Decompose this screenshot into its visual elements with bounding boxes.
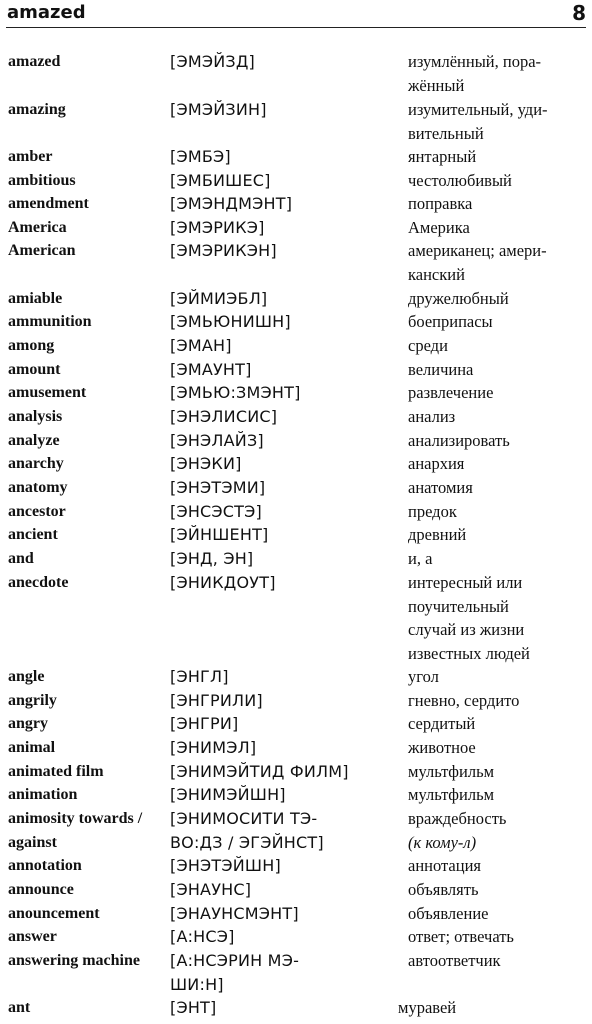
running-headword: amazed xyxy=(7,2,86,23)
entry-translation: аннотация xyxy=(408,856,482,875)
entry-word: animosity towards / against xyxy=(8,810,143,851)
entry-translation: древний xyxy=(408,525,467,544)
entry-transcription: [ЭНИМЭЙТИД ФИЛМ] xyxy=(170,762,349,781)
entry-transcription: [ЭМЭНДМЭНТ] xyxy=(170,194,293,213)
entry-transcription: [ЭМЬЮ:ЗМЭНТ] xyxy=(170,383,301,402)
entry-word: ant xyxy=(8,999,31,1016)
entry-word: angry xyxy=(8,715,48,732)
entry-translation: мультфильм xyxy=(408,785,495,804)
entry-translation: анатомия xyxy=(408,478,473,497)
entry-translation: животное xyxy=(408,738,476,757)
entry-word: animated film xyxy=(8,763,104,780)
entry-word: and xyxy=(8,550,34,567)
entry-word: analyze xyxy=(8,432,60,449)
entry-word: American xyxy=(8,242,76,259)
entry-word: annotation xyxy=(8,857,82,874)
entry-word: amendment xyxy=(8,195,89,212)
entry-translation: дружелюбный xyxy=(408,289,509,308)
entry-word: ammunition xyxy=(8,313,92,330)
entry-transcription: [ЭНГЛ] xyxy=(170,667,229,686)
entry-translation: объявлять xyxy=(408,880,479,899)
entry-word: among xyxy=(8,337,55,354)
entry-word: animation xyxy=(8,786,78,803)
entry-translation: муравей xyxy=(398,998,457,1017)
entry-transcription: [ЭНЭТЭЙШН] xyxy=(170,856,281,875)
entry-translation: Америка xyxy=(408,218,470,237)
entry-translation: честолюбивый xyxy=(408,171,512,190)
entry-translation xyxy=(408,807,588,854)
entry-translation: сердитый xyxy=(408,714,476,733)
entry-word: amazed xyxy=(8,53,61,70)
entry-transcription: [ЭНЭЛАЙЗ] xyxy=(170,431,264,450)
entry-transcription: [ЭМЬЮНИШН] xyxy=(170,312,291,331)
entry-translation: интересный или поучительный случай из жизни известных людей xyxy=(408,573,530,663)
entry-transcription: [ЭМАУНТ] xyxy=(170,360,252,379)
entry-word: answer xyxy=(8,928,57,945)
entry-word: ambitious xyxy=(8,172,76,189)
entry-translation: янтарный xyxy=(408,147,477,166)
entry-word: ancestor xyxy=(8,503,66,520)
entry-transcription: [ЭМАН] xyxy=(170,336,232,355)
entry-word: analysis xyxy=(8,408,63,425)
entry-translation: боеприпасы xyxy=(408,312,493,331)
entry-transcription: [ЭНСЭСТЭ] xyxy=(170,502,262,521)
entry-word: animal xyxy=(8,739,56,756)
entry-transcription: [ЭНД, ЭН] xyxy=(170,549,254,568)
entry-word: amount xyxy=(8,361,61,378)
header-divider xyxy=(6,27,586,28)
page-number: 8 xyxy=(572,1,586,25)
entry-transcription: [ЭМЭРИКЭН] xyxy=(170,241,277,260)
entry-transcription: [А:НСЭ] xyxy=(170,927,235,946)
entry-translation: величина xyxy=(408,360,474,379)
entry-transcription: [ЭНГРИ] xyxy=(170,714,239,733)
entry-transcription: [ЭНТ] xyxy=(170,998,217,1017)
entry-word: amber xyxy=(8,148,53,165)
entry-transcription: [ЭМЭРИКЭ] xyxy=(170,218,265,237)
entry-transcription: [ЭНЭКИ] xyxy=(170,454,242,473)
entry-transcription: [ЭМБЭ] xyxy=(170,147,231,166)
entry-word: anecdote xyxy=(8,574,69,591)
entry-transcription: [ЭНЭЛИСИС] xyxy=(170,407,278,426)
entry-transcription: [ЭНАУНСМЭНТ] xyxy=(170,904,299,923)
entry-transcription: [ЭНИМОСИТИ ТЭ- ВО:ДЗ / ЭГЭЙНСТ] xyxy=(170,809,324,852)
entry-word: announce xyxy=(8,881,74,898)
entry-translation: поправка xyxy=(408,194,473,213)
entry-word: angle xyxy=(8,668,45,685)
entry-transcription: [ЭНАУНС] xyxy=(170,880,252,899)
entry-word: anouncement xyxy=(8,905,100,922)
page-header xyxy=(0,0,592,30)
entry-translation: автоответчик xyxy=(408,951,501,970)
entry-transcription: [ЭЙМИЭБЛ] xyxy=(170,289,268,308)
entry-transcription: [ЭНИМЭЙШН] xyxy=(170,785,286,804)
entry-transcription: [ЭЙНШЕНТ] xyxy=(170,525,269,544)
entry-translation: гневно, сердито xyxy=(408,691,520,710)
translation-usage-note: (к кому-л) xyxy=(408,832,477,852)
entry-word: ancient xyxy=(8,526,58,543)
entry-translation: анализировать xyxy=(408,431,510,450)
entry-translation: американец; амери- канский xyxy=(408,241,547,284)
entry-word: answering machine xyxy=(8,952,140,969)
entry-transcription: [ЭНИМЭЛ] xyxy=(170,738,257,757)
entry-translation: анархия xyxy=(408,454,465,473)
entry-word: anatomy xyxy=(8,479,68,496)
entry-transcription: [А:НСЭРИН МЭ- ШИ:Н] xyxy=(170,951,300,994)
entry-word: anarchy xyxy=(8,455,64,472)
entry-translation: и, а xyxy=(408,549,433,568)
entry-translation: развлечение xyxy=(408,383,494,402)
translation-text: враждебность xyxy=(408,809,507,828)
entry-word: amazing xyxy=(8,101,66,118)
entry-transcription: [ЭМЭЙЗД] xyxy=(170,52,255,71)
entry-translation: мультфильм xyxy=(408,762,495,781)
entry-translation: анализ xyxy=(408,407,456,426)
entry-transcription: [ЭНГРИЛИ] xyxy=(170,691,263,710)
entry-transcription: [ЭМБИШЕС] xyxy=(170,171,271,190)
entry-word: amusement xyxy=(8,384,87,401)
entry-transcription: [ЭМЭЙЗИН] xyxy=(170,100,267,119)
entry-word: angrily xyxy=(8,692,57,709)
entry-translation: предок xyxy=(408,502,457,521)
entry-word: amiable xyxy=(8,290,63,307)
entry-translation: изумительный, уди- вительный xyxy=(408,100,548,143)
entry-translation: объявление xyxy=(408,904,489,923)
entry-translation: изумлённый, пора- жённый xyxy=(408,52,542,95)
entry-translation: угол xyxy=(408,667,439,686)
entry-word: America xyxy=(8,219,67,236)
entry-transcription: [ЭНЭТЭМИ] xyxy=(170,478,266,497)
entry-translation: ответ; отвечать xyxy=(408,927,514,946)
entry-transcription: [ЭНИКДОУТ] xyxy=(170,573,276,592)
entry-translation: среди xyxy=(408,336,448,355)
